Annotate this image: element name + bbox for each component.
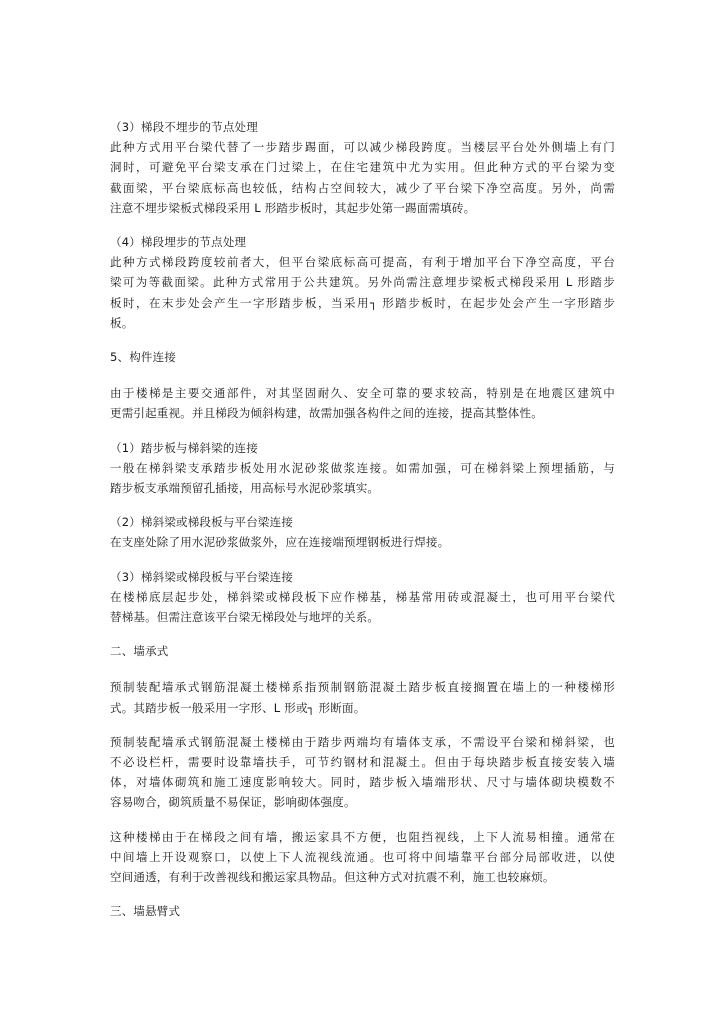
paragraph-connection-intro (110, 383, 615, 423)
paragraph-line: 洞时，可避免平台梁支承在门过梁上，在住宅建筑中尤为实用。但此种方式的平台梁为变 (110, 160, 615, 175)
paragraph-line: 中间墙上开设观察口，以使上下人流视线流通。也可将中间墙靠平台部分局部收进，以使 (110, 849, 615, 864)
document-body (110, 117, 615, 922)
section-heading: （4）梯段埋步的节点处理 (110, 235, 247, 250)
section-heading: （1）踏步板与梯斜梁的连接 (110, 440, 258, 455)
paragraph-line: 容易吻合，砌筑质量不易保证，影响砌体强度。 (110, 795, 356, 810)
section-tread-to-stringer (110, 438, 615, 499)
paragraph-line: 空间通透，有利于改善视线和搬运家具物品。但这种方式对抗震不利，施工也较麻烦。 (110, 870, 555, 885)
paragraph-line: 更需引起重视。并且梯段为倾斜构建，故需加强各构件之间的连接，提高其整体性。 (110, 406, 543, 421)
section-stair-foundation (110, 567, 615, 628)
paragraph-line: 一般在梯斜梁支承踏步板处用水泥砂浆做浆连接。如需加强，可在梯斜梁上预埋插筋，与 (110, 460, 615, 475)
paragraph-line: 梁可为等截面梁。此种方式常用于公共建筑。另外尚需注意埋步梁板式梯段采用 L 形踏步 (110, 275, 615, 290)
paragraph-wall-supported-usage (110, 827, 615, 888)
paragraph-line: 板时，在末步处会产生一字形踏步板，当采用┐ 形踏步板时，在起步处会产生一字形踏步 (110, 295, 615, 310)
section-stringer-to-landing-beam (110, 512, 615, 552)
paragraph-line: 替梯基。但需注意该平台梁无梯段处与地坪的关系。 (110, 610, 380, 625)
section-embedded-step (110, 232, 615, 333)
paragraph-line: 此种方式用平台梁代替了一步踏步踢面，可以减少梯段跨度。当楼层平台处外侧墙上有门 (110, 140, 615, 155)
paragraph-line: 板。 (110, 315, 134, 330)
paragraph-line: 体，对墙体砌筑和施工速度影响较大。同时，踏步板入墙端形状、尺寸与墙体砌块模数不 (110, 775, 615, 790)
paragraph-line: 式。其踏步板一般采用一字形、L 形或┐ 形断面。 (110, 700, 366, 715)
paragraph-line: 预制装配墙承式钢筋混凝土楼梯系指预制钢筋混凝土踏步板直接搁置在墙上的一种楼梯形 (110, 680, 615, 695)
section-heading: 5、构件连接 (110, 350, 177, 365)
paragraph-line: 在楼梯底层起步处，梯斜梁或梯段板下应作梯基，梯基常用砖或混凝土，也可用平台梁代 (110, 589, 615, 604)
paragraph-line: 踏步板支承端预留孔插接，用高标号水泥砂浆填实。 (110, 481, 380, 496)
section-heading: （3）梯段不埋步的节点处理 (110, 120, 258, 134)
paragraph-line: 注意不埋步梁板式梯段采用 L 形踏步板时，其起步处第一踢面需填砖。 (110, 200, 476, 215)
paragraph-wall-supported-definition (110, 677, 615, 717)
paragraph-line: 此种方式梯段跨度较前者大，但平台梁底标高可提高，有利于增加平台下净空高度，平台 (110, 255, 615, 270)
section-wall-supported (110, 641, 615, 661)
paragraph-line: 由于楼梯是主要交通部件，对其坚固耐久、安全可靠的要求较高，特别是在地震区建筑中 (110, 386, 615, 401)
section-component-connection (110, 347, 615, 367)
section-heading: 三、墙悬臂式 (110, 904, 181, 919)
paragraph-line: 这种楼梯由于在梯段之间有墙，搬运家具不方便，也阻挡视线，上下人流易相撞。通常在 (110, 829, 615, 844)
section-non-embedded-step (110, 117, 615, 218)
section-heading: （2）梯斜梁或梯段板与平台梁连接 (110, 515, 294, 530)
paragraph-line: 截面梁，平台梁底标高也较低，结构占空间较大，减少了平台梁下净空高度。另外，尚需 (110, 180, 615, 195)
section-heading: 二、墙承式 (110, 644, 169, 659)
paragraph-line: 不必设栏杆，需要时设靠墙扶手，可节约钢材和混凝土。但由于每块踏步板直接安装入墙 (110, 755, 615, 770)
paragraph-wall-supported-pros-cons (110, 732, 615, 813)
section-heading: （3）梯斜梁或梯段板与平台梁连接 (110, 569, 294, 584)
section-wall-cantilever (110, 901, 615, 921)
paragraph-line: 在支座处除了用水泥砂浆做浆外，应在连接端预埋钢板进行焊接。 (110, 535, 450, 550)
paragraph-line: 预制装配墙承式钢筋混凝土楼梯由于踏步两端均有墙体支承，不需设平台梁和梯斜梁，也 (110, 734, 615, 749)
